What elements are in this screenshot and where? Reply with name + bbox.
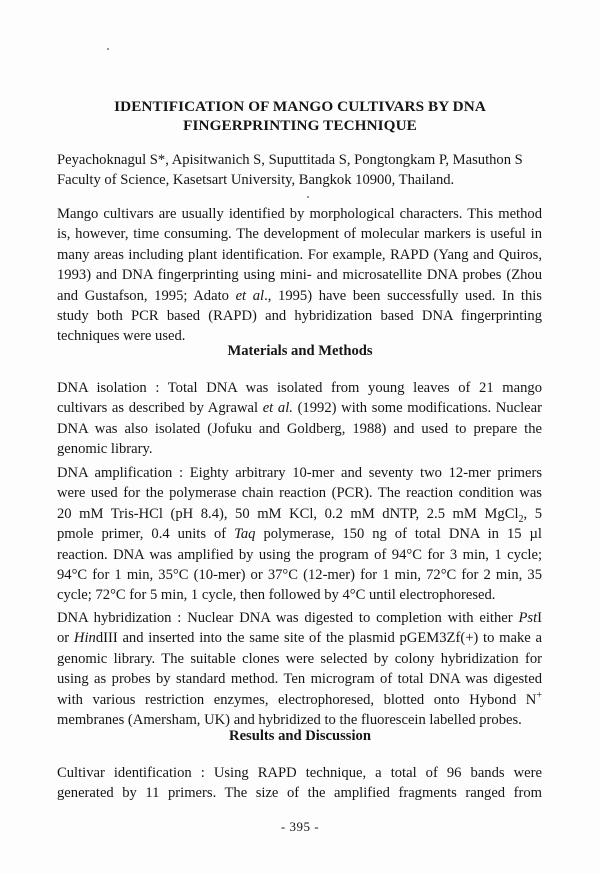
- intro-line: 1993) and DNA fingerprinting using mini- and microsatellite DNA probes (Zhou: [57, 267, 542, 284]
- para-line: [57, 628, 542, 648]
- subscript: 2: [518, 513, 524, 525]
- intro-line: many areas including plant identification. For example, RAPD (Yang and Quiros,: [57, 246, 542, 263]
- para-line: [57, 524, 542, 544]
- author-names: Peyachoknagul S*, Apisitwanich S, Suputtitada S, Pongtongkam P, Masuthon S: [57, 152, 523, 168]
- italic-taq: Taq: [234, 526, 256, 543]
- para-line: DNA was also isolated (Jofuku and Goldberg, 1988) and used to prepare the: [57, 420, 542, 437]
- scan-speck: [107, 48, 109, 50]
- title-line-1: IDENTIFICATION OF MANGO CULTIVARS BY DNA: [114, 98, 486, 115]
- italic-pst: Pst: [518, 610, 538, 626]
- cultivar-identification-paragraph: [57, 763, 542, 804]
- author-affiliation: Faculty of Science, Kasetsart University, Bangkok 10900, Thailand.: [57, 172, 455, 189]
- italic-et-al: et al.: [262, 400, 293, 417]
- para-text: I: [537, 610, 542, 626]
- dna-amplification-paragraph: [57, 463, 542, 606]
- intro-text: and Gustafson, 1995; Adato: [57, 287, 236, 304]
- superscript: +: [536, 689, 542, 701]
- para-text: (1992) with some modifications. Nuclear: [292, 400, 542, 417]
- intro-line: study both PCR based (RAPD) and hybridization based DNA fingerprinting: [57, 308, 542, 325]
- para-line: [57, 504, 542, 524]
- para-line: Cultivar identification : Using RAPD technique, a total of 96 bands were: [57, 765, 542, 781]
- results-heading: Results and Discussion: [229, 728, 371, 744]
- para-text: dIII and inserted into the same site of the plasmid pGEM3Zf(+) to make a: [95, 630, 542, 647]
- para-line: reaction. DNA was amplified by using the program of 94°C for 3 min, 1 cycle;: [57, 546, 542, 563]
- para-text: cultivars as described by Agrawal: [57, 400, 263, 417]
- para-line: membranes (Amersham, UK) and hybridized to the fluorescein labelled probes.: [57, 712, 522, 729]
- para-text: or: [57, 630, 74, 647]
- para-line: generated by 11 primers. The size of the amplified fragments ranged from: [57, 785, 542, 802]
- para-line: DNA isolation : Total DNA was isolated from young leaves of 21 mango: [57, 380, 542, 396]
- para-line: were used for the polymerase chain reaction (PCR). The reaction condition was: [57, 485, 542, 502]
- title-line-2: FINGERPRINTING TECHNIQUE: [183, 117, 417, 134]
- intro-text: ., 1995) have been successfully used. In this: [264, 287, 542, 304]
- para-line: [57, 608, 542, 628]
- paper-title: [60, 97, 540, 135]
- para-line: 94°C for 1 min, 35°C (10-mer) or 37°C (12-mer) for 1 min, 72°C for 2 min, 35: [57, 567, 542, 584]
- para-text: 20 mM Tris-HCl (pH 8.4), 50 mM KCl, 0.2 mM dNTP, 2.5 mM MgCl: [57, 505, 519, 522]
- intro-line: [57, 286, 542, 306]
- scan-speck: [307, 196, 309, 198]
- para-text: pmole primer, 0.4 units of: [57, 526, 235, 543]
- materials-heading: Materials and Methods: [227, 343, 373, 359]
- page-number: - 395 -: [280, 819, 320, 834]
- intro-line: Mango cultivars are usually identified by morphological characters. This method: [57, 206, 542, 222]
- para-line: genomic library. The suitable clones were selected by colony hybridization for: [57, 650, 542, 667]
- italic-et-al: et al: [235, 287, 265, 304]
- para-line: DNA amplification : Eighty arbitrary 10-mer and seventy two 12-mer primers: [57, 465, 542, 481]
- dna-hybridization-paragraph: [57, 608, 542, 730]
- para-text: with various restriction enzymes, electrophoresed, blotted onto Hybond N: [57, 691, 537, 708]
- intro-paragraph: [57, 204, 542, 347]
- para-line: [57, 398, 542, 418]
- para-text: , 5: [523, 505, 542, 522]
- para-line: using as probes by standard method. Ten microgram of total DNA was digested: [57, 671, 542, 688]
- para-text: polymerase, 150 ng of total DNA in 15 µl: [255, 526, 542, 543]
- para-line: [57, 690, 542, 710]
- dna-isolation-paragraph: [57, 378, 542, 460]
- intro-line: is, however, time consuming. The development of molecular markers is useful in: [57, 226, 542, 243]
- intro-line: techniques were used.: [57, 328, 186, 345]
- para-line: cycle; 72°C for 5 min, 1 cycle, then followed by 4°C until electrophoresed.: [57, 587, 496, 604]
- para-line: genomic library.: [57, 441, 153, 458]
- para-text: DNA hybridization : Nuclear DNA was digested to completion with either: [57, 610, 519, 626]
- author-block: [57, 150, 542, 191]
- italic-hin: Hin: [73, 630, 96, 647]
